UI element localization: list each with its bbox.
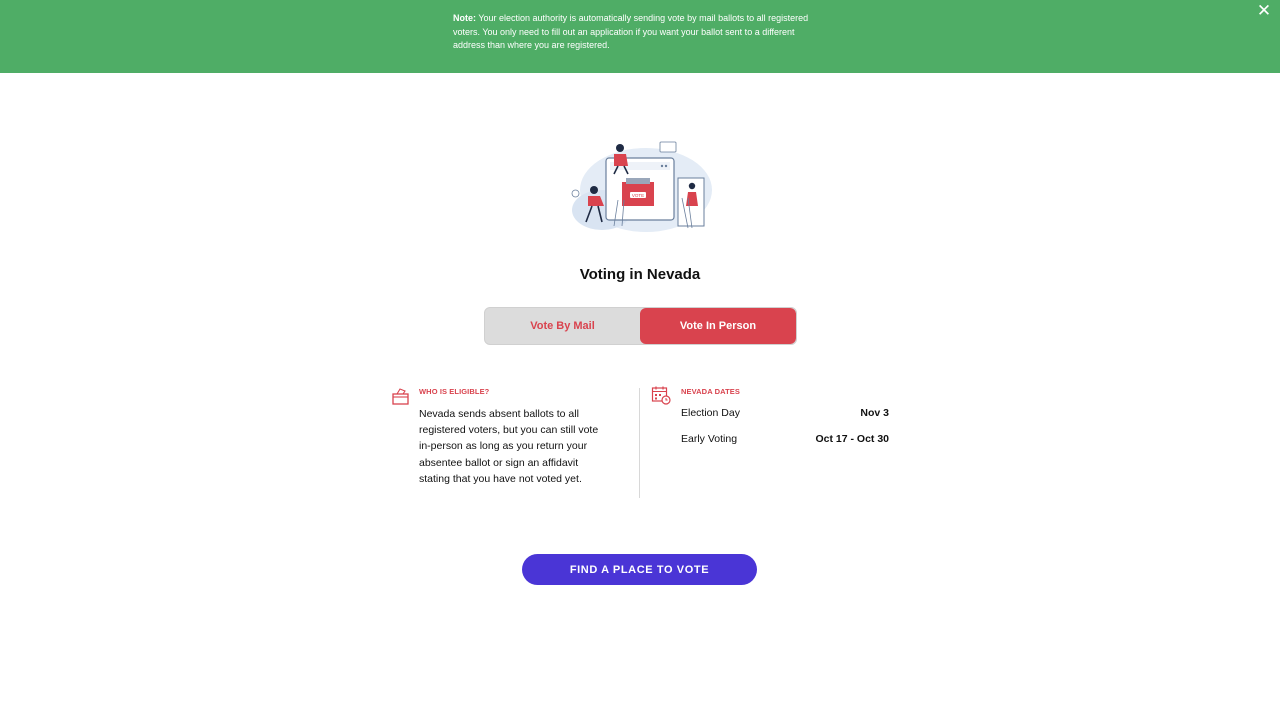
eligibility-text: Nevada sends absent ballots to all registered voters, but you can still vote in-person as long as you return your absentee ballot or sign an affidavit stating that you have not voted yet. [419,408,599,485]
mail-ballot-notice-banner [0,0,1280,73]
voting-method-toggle [484,307,797,345]
ballot-box-icon [391,386,411,406]
date-row-early-voting [681,433,889,449]
date-label: Election Day [681,407,740,419]
voting-illustration [566,138,714,232]
vote-in-person-tab[interactable]: Vote In Person [640,308,796,344]
banner-note-label: Note: [453,13,476,23]
hero-ballot-text: VOTE [631,193,645,198]
page-title: Voting in Nevada [579,266,701,283]
eligibility-heading: WHO IS ELIGIBLE? [419,387,490,396]
date-label: Early Voting [681,433,738,445]
section-divider [639,388,640,498]
date-value: Nov 3 [860,407,889,419]
date-row-election-day [681,407,889,423]
dates-heading: NEVADA DATES [681,387,740,396]
date-value: Oct 17 - Oct 30 [815,433,889,445]
banner-note-text: Your election authority is automatically sending vote by mail ballots to all registered voters. You only need to fill out an application if you want your ballot sent to a different address than where you are registered. [453,13,809,50]
find-place-to-vote-button[interactable]: FIND A PLACE TO VOTE [522,554,757,585]
calendar-clock-icon [651,385,671,405]
banner-message [453,12,825,53]
close-icon[interactable]: ✕ [1256,1,1272,20]
vote-by-mail-tab[interactable]: Vote By Mail [530,320,595,332]
